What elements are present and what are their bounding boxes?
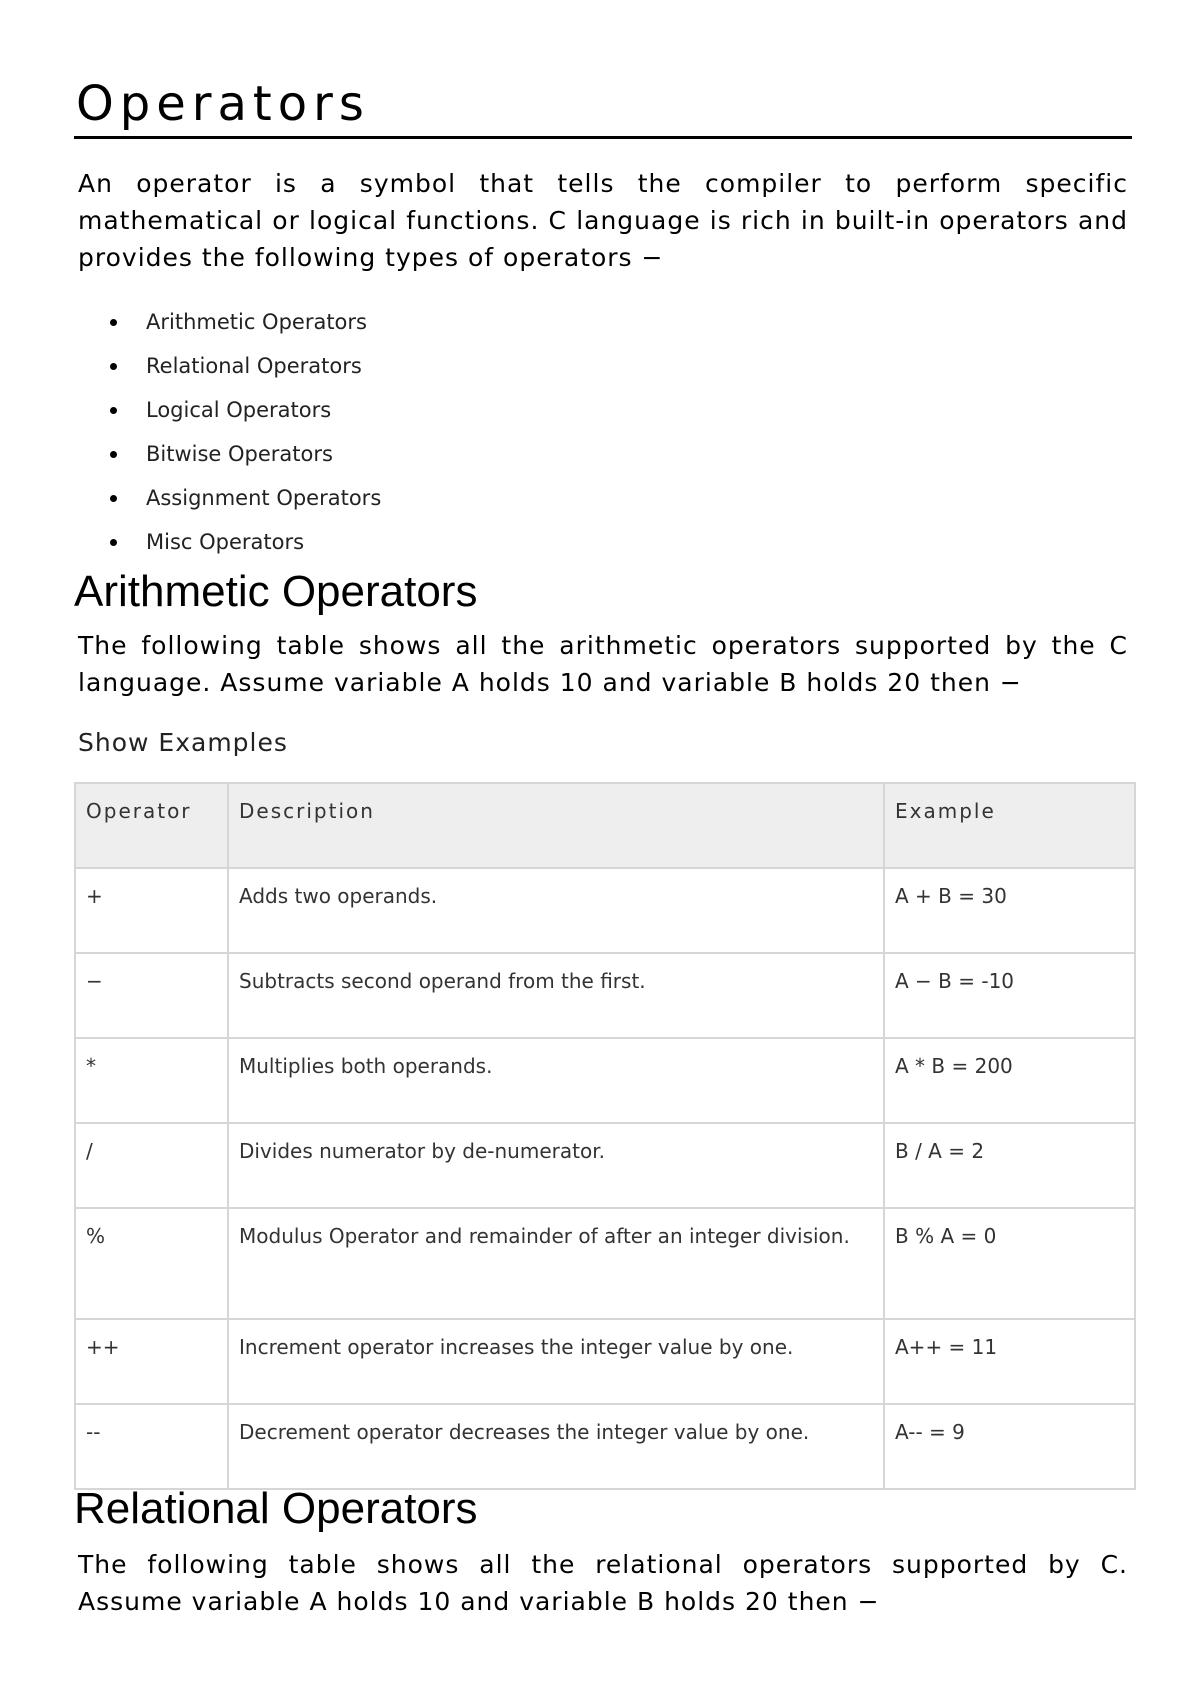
description-cell: Multiplies both operands. xyxy=(228,1038,884,1123)
list-item xyxy=(74,483,381,527)
example-cell: A++ = 11 xyxy=(884,1319,1135,1404)
page-title: Operators xyxy=(76,76,370,132)
arithmetic-operators-table xyxy=(74,782,1136,1490)
bullet-icon xyxy=(110,451,117,458)
list-item-label: Logical Operators xyxy=(146,398,332,422)
description-cell: Divides numerator by de-numerator. xyxy=(228,1123,884,1208)
table-header-row xyxy=(75,783,1135,868)
list-item xyxy=(74,307,381,351)
description-cell: Subtracts second operand from the first. xyxy=(228,953,884,1038)
list-item-label: Assignment Operators xyxy=(146,486,382,510)
intro-paragraph: An operator is a symbol that tells the compiler to perform specific mathematical or logical functions. C language is rich in built-in operators and provides the following types of operators − xyxy=(78,169,1128,272)
list-item-label: Arithmetic Operators xyxy=(146,310,367,334)
header-description: Description xyxy=(228,783,884,868)
bullet-icon xyxy=(110,319,117,326)
list-item-label: Bitwise Operators xyxy=(146,442,333,466)
table-row xyxy=(75,1404,1135,1489)
header-operator: Operator xyxy=(75,783,228,868)
example-cell: B / A = 2 xyxy=(884,1123,1135,1208)
header-example: Example xyxy=(884,783,1135,868)
description-cell: Decrement operator decreases the integer value by one. xyxy=(228,1404,884,1489)
list-item xyxy=(74,439,381,483)
bullet-icon xyxy=(110,539,117,546)
example-cell: A-- = 9 xyxy=(884,1404,1135,1489)
relational-description: The following table shows all the relational operators supported by C. Assume variable A holds 10 and variable B holds 20 then − xyxy=(78,1550,1128,1616)
arithmetic-heading: Arithmetic Operators xyxy=(74,567,478,616)
example-cell: A * B = 200 xyxy=(884,1038,1135,1123)
operator-cell: / xyxy=(75,1123,228,1208)
list-item-label: Misc Operators xyxy=(146,530,305,554)
description-cell: Adds two operands. xyxy=(228,868,884,953)
bullet-icon xyxy=(110,363,117,370)
title-underline xyxy=(74,136,1132,139)
example-cell: B % A = 0 xyxy=(884,1208,1135,1319)
bullet-icon xyxy=(110,407,117,414)
table-row xyxy=(75,1208,1135,1319)
show-examples-link[interactable]: Show Examples xyxy=(78,728,288,757)
list-item-label: Relational Operators xyxy=(146,354,362,378)
example-cell: A − B = -10 xyxy=(884,953,1135,1038)
operator-cell: + xyxy=(75,868,228,953)
description-cell: Modulus Operator and remainder of after an integer division. xyxy=(228,1208,884,1319)
arithmetic-description: The following table shows all the arithmetic operators supported by the C language. Assume variable A holds 10 and variable B holds 20 then − xyxy=(78,631,1128,697)
example-cell: A + B = 30 xyxy=(884,868,1135,953)
operator-cell: − xyxy=(75,953,228,1038)
list-item xyxy=(74,527,381,571)
operator-cell: ++ xyxy=(75,1319,228,1404)
list-item xyxy=(74,351,381,395)
bullet-icon xyxy=(110,495,117,502)
operator-cell: % xyxy=(75,1208,228,1319)
table-row xyxy=(75,1123,1135,1208)
operator-cell: * xyxy=(75,1038,228,1123)
table-row xyxy=(75,1038,1135,1123)
table-row xyxy=(75,953,1135,1038)
table-row xyxy=(75,868,1135,953)
operator-types-list xyxy=(74,307,381,571)
relational-heading: Relational Operators xyxy=(74,1484,478,1533)
table-row xyxy=(75,1319,1135,1404)
description-cell: Increment operator increases the integer value by one. xyxy=(228,1319,884,1404)
list-item xyxy=(74,395,381,439)
operator-cell: -- xyxy=(75,1404,228,1489)
